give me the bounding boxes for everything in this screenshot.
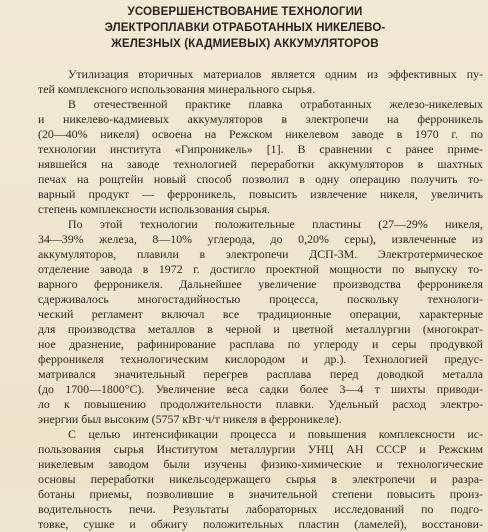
text-line: никелевым заводом были изучены физико-химические и технологические [38, 457, 483, 471]
article-body [38, 67, 483, 531]
text-line: тей комплексного использования минерального сырья. [38, 82, 316, 96]
text-line: С целью интенсификации процесса и повышения комплексности ис- [68, 427, 483, 441]
paragraph [38, 67, 483, 97]
text-line: технологии института «Гипроникель» [1]. В сравнении с ранее приме- [38, 142, 483, 156]
text-line: водительность печи. Результаты лабораторных исследований по подго- [38, 502, 483, 516]
text-line: ное дразнение, рафинирование расплава по углероду и серы продувкой [38, 337, 483, 351]
text-line: пользования сырья Институтом металлургии УНЦ АН СССР и Режским [38, 442, 483, 456]
text-line: нявшейся на заводе технологией переработки аккумуляторов в шахтных [38, 157, 483, 171]
text-line: ферроникеля технологическим кислородом и др.). Технологией предус- [38, 352, 483, 366]
text-line: (до 1700—1800°С). Увеличение веса садки более 3—4 т шихты приводи- [38, 382, 483, 396]
text-line: ло к повышению продолжительности плавки. Удельный расход электро- [38, 397, 483, 411]
paragraph [38, 427, 483, 532]
text-line: варный продукт — ферроникель, повысить извлечение никеля, увеличить [38, 187, 483, 201]
text-line: печах на рощтейн новый способ позволил в одну операцию получить то- [38, 172, 483, 186]
text-line: матривался значительный перегрев расплава перед доводкой металла [38, 367, 483, 381]
text-line: энергии был высоким (5757 кВт·ч/т никеля в ферроникеле). [38, 412, 342, 426]
paragraph [38, 217, 483, 427]
text-line: и никелево-кадмиевых аккумуляторов в электропечи на ферроникель [38, 112, 483, 126]
text-line: варного ферроникеля. Дальнейшее увеличение производства ферроникеля [38, 277, 483, 291]
text-line: сдерживалось многостадийностью процесса, поскольку технологи- [38, 292, 483, 306]
text-line: для производства металлов в черной и цветной металлургии (многократ- [38, 322, 483, 336]
article-title-line-1: УСОВЕРШЕНСТВОВАНИЕ ТЕХНОЛОГИИ [127, 5, 363, 18]
text-line: ческий регламент включал все традиционные операции, характерные [38, 307, 483, 321]
text-line: 34—39% железа, 8—10% углерода, до 0,20% серы), извлеченные из [38, 232, 483, 246]
text-line: (20—40% никеля) освоена на Режском никелевом заводе в 1970 г. по [38, 127, 483, 141]
text-line: степень комплексности использования сырья. [38, 202, 271, 216]
text-line: По этой технологии положительные пластины (27—29% никеля, [68, 217, 483, 231]
text-line: товке, сушке и обжигу положительных пластин (ламелей), восстанови- [38, 517, 483, 531]
text-line: аккумуляторов, плавили в электропечи ДСП-3М. Электротермическое [38, 247, 483, 261]
text-line: Утилизация вторичных материалов является одним из эффективных пу- [68, 67, 483, 81]
paragraph [38, 97, 483, 217]
text-line: ботаны приемы, позволившие в значительной степени повысить произ- [38, 487, 483, 501]
text-line: основы переработки никельсодержащего сырья в электропечи и разра- [38, 472, 483, 486]
article-title-line-3: ЖЕЛЕЗНЫХ (КАДМИЕВЫХ) АККУМУЛЯТОРОВ [111, 37, 379, 50]
text-line: отделение завода в 1972 г. достигло проектной мощности по выпуску то- [38, 262, 483, 276]
article-title-line-2: ЭЛЕКТРОПЛАВКИ ОТРАБОТАННЫХ НИКЕЛЕВО- [104, 21, 386, 34]
text-line: В отечественной практике плавка отработанных железо-никелевых [68, 97, 483, 111]
